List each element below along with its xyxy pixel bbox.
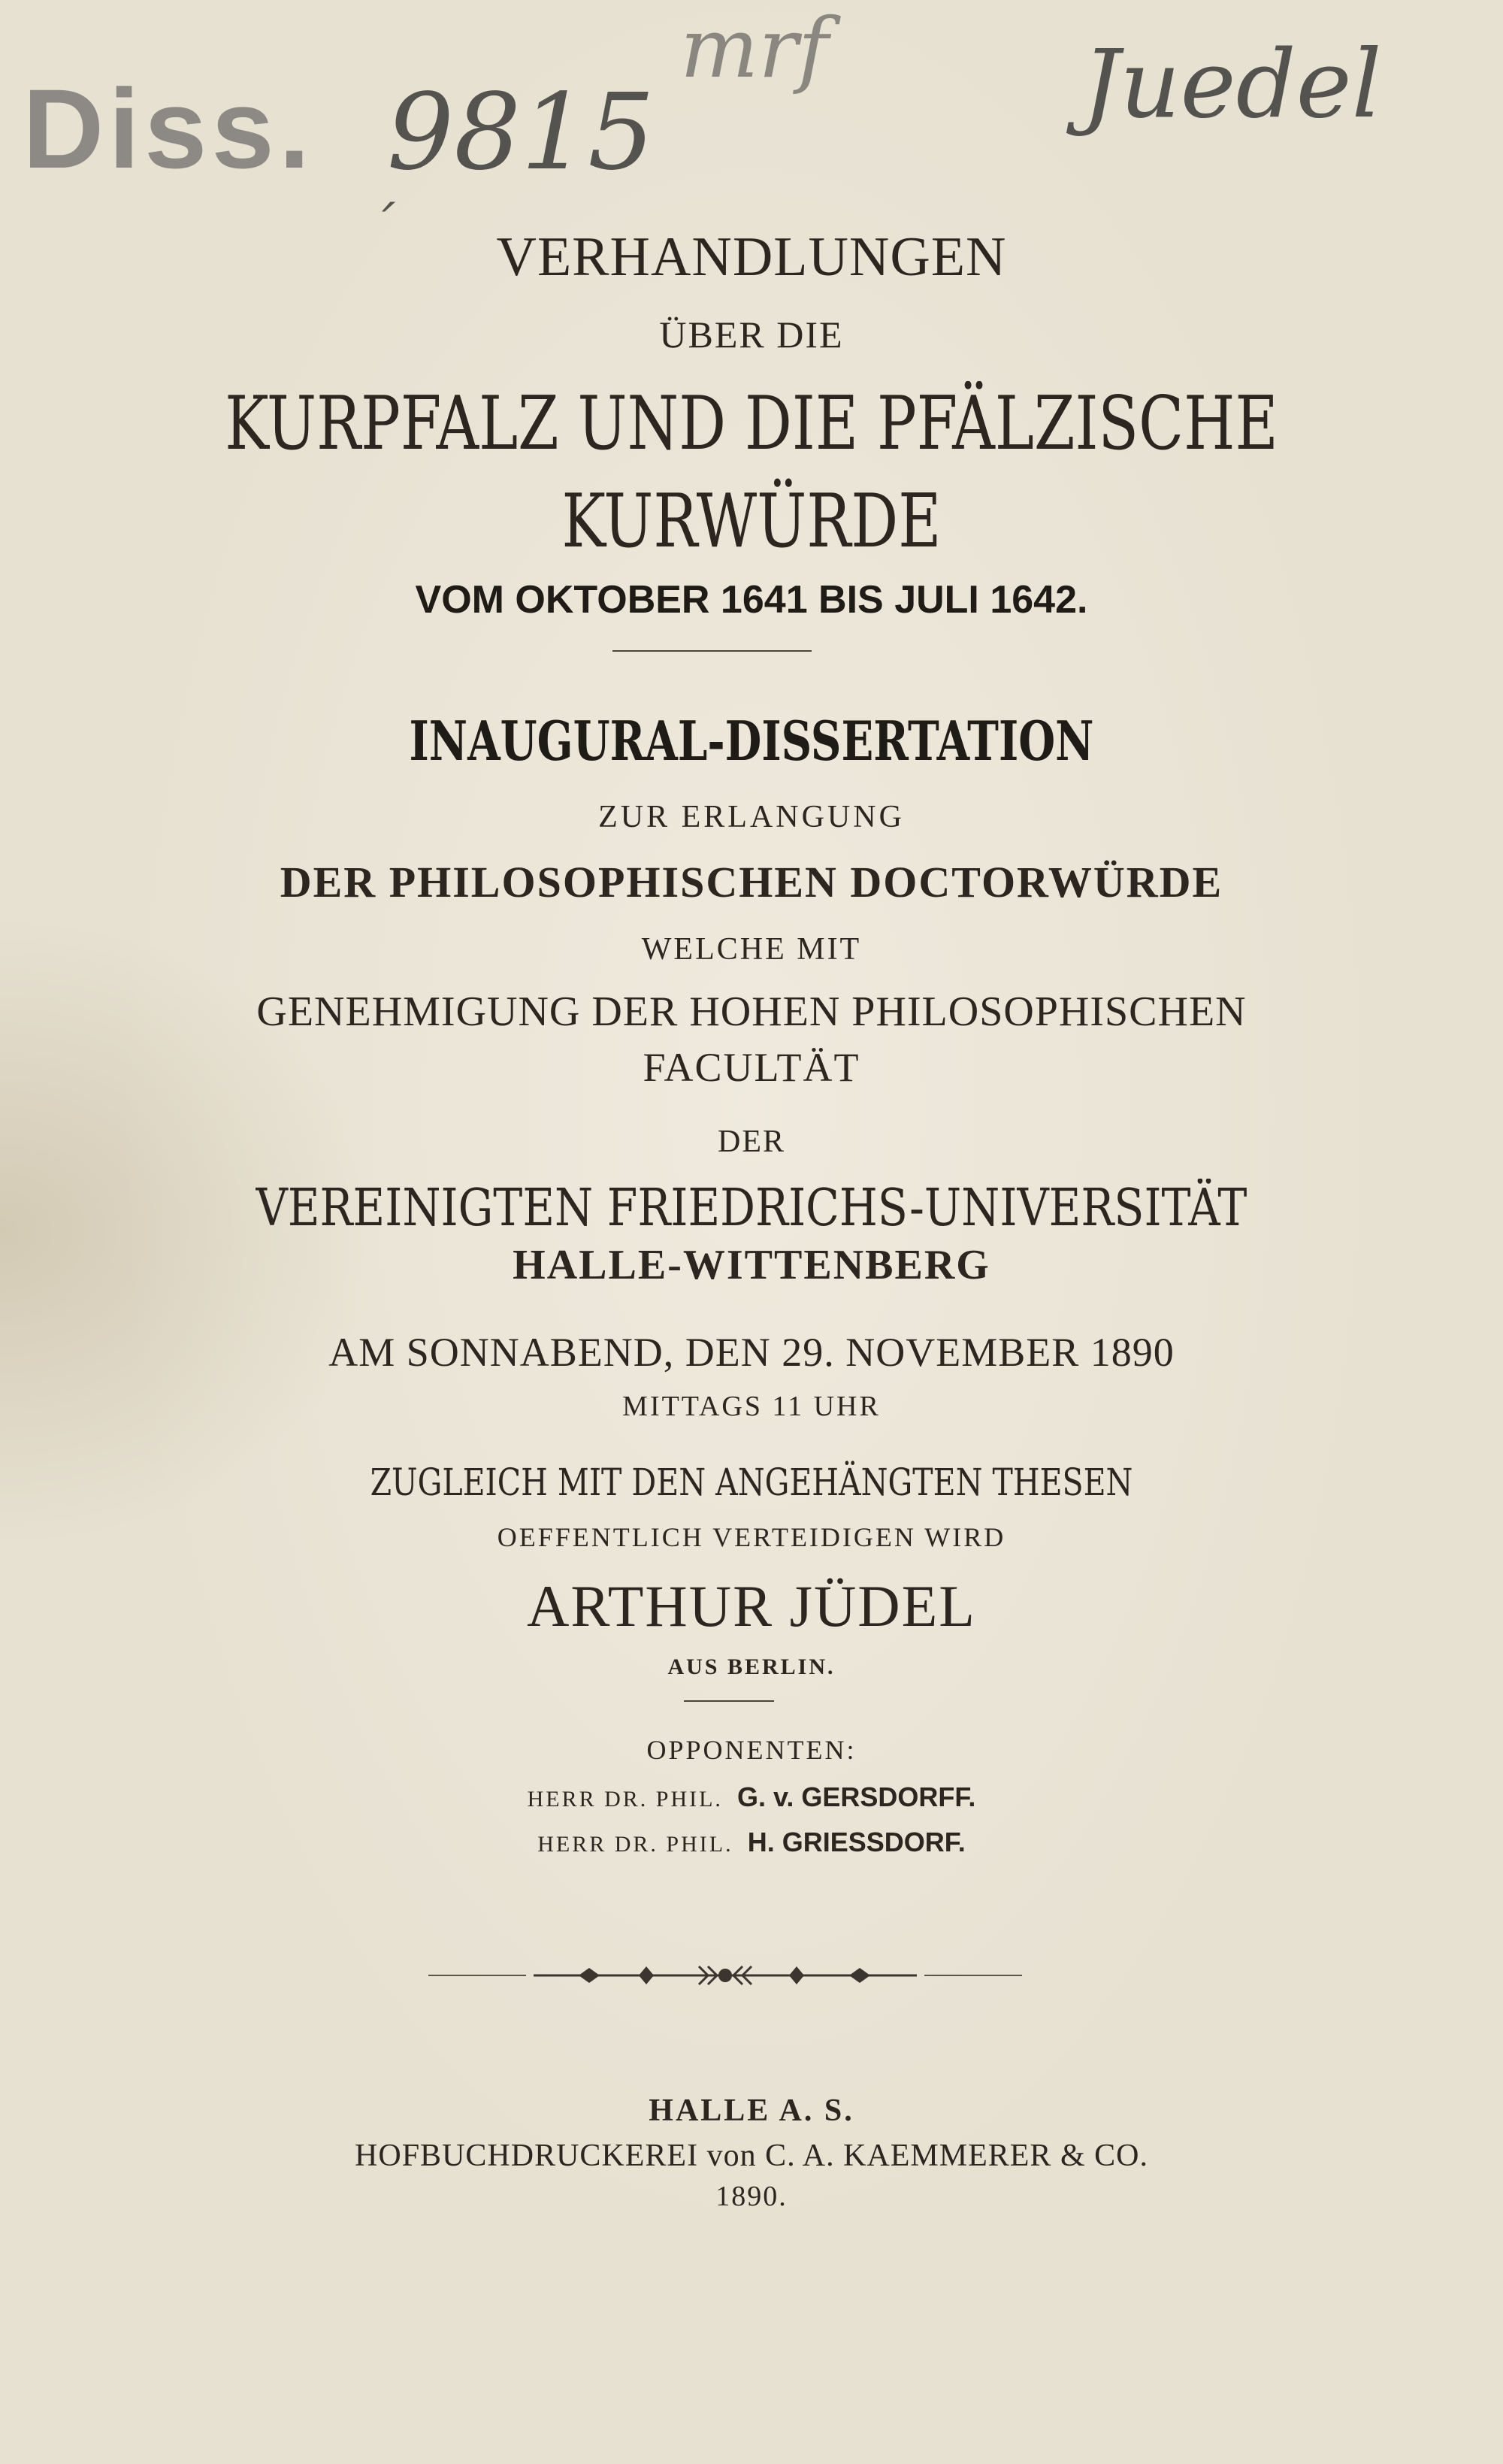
- dissertation-degree: DER PHILOSOPHISCHEN DOCTORWÜRDE: [280, 858, 1223, 907]
- handwritten-note: mrf: [680, 0, 829, 96]
- handwritten-author-name: Juedel: [1082, 30, 1382, 139]
- divider-2: [684, 1700, 774, 1702]
- opponent-2-name: H. GRIESSDORF.: [747, 1827, 966, 1857]
- dissertation-faculty: FACULTÄT: [643, 1045, 860, 1090]
- opponent-1-name: G. v. GERSDORFF.: [737, 1781, 976, 1812]
- dissertation-purpose: ZUR ERLANGUNG: [598, 800, 905, 834]
- dissertation-of-the: DER: [718, 1125, 785, 1159]
- opponent-1-title: HERR DR. PHIL.: [527, 1787, 723, 1812]
- title-line-2: ÜBER DIE: [659, 313, 844, 356]
- theses-line: ZUGLEICH MIT DEN ANGEHÄNGTEN THESEN: [370, 1461, 1133, 1504]
- title-dates: VOM OKTOBER 1641 BIS JULI 1642.: [415, 578, 1088, 622]
- dissertation-which: WELCHE MIT: [641, 932, 862, 967]
- university-name: VEREINIGTEN FRIEDRICHS-UNIVERSITÄT: [256, 1179, 1247, 1238]
- imprint-year: 1890.: [715, 2181, 788, 2212]
- university-city: HALLE-WITTENBERG: [513, 1242, 990, 1288]
- handwritten-shelfmark: 9815: [387, 71, 655, 194]
- title-line-1: VERHANDLUNGEN: [496, 226, 1007, 288]
- defense-date: AM SONNABEND, DEN 29. NOVEMBER 1890: [328, 1330, 1175, 1375]
- imprint-place: HALLE A. S.: [649, 2093, 854, 2128]
- divider-1: [612, 650, 812, 652]
- opponent-1: [0, 1781, 1503, 1812]
- title-line-4: KURWÜRDE: [561, 479, 942, 565]
- title-line-3: KURPFALZ UND DIE PFÄLZISCHE: [225, 381, 1278, 467]
- defend-line: OEFFENTLICH VERTEIDIGEN WIRD: [497, 1522, 1006, 1552]
- opponents-heading: OPPONENTEN:: [646, 1735, 857, 1765]
- author-name: ARTHUR JÜDEL: [527, 1573, 976, 1639]
- opponent-2-title: HERR DR. PHIL.: [537, 1832, 733, 1857]
- dissertation-heading: INAUGURAL-DISSERTATION: [409, 709, 1094, 773]
- imprint-printer: HOFBUCHDRUCKEREI von C. A. KAEMMERER & CO.: [355, 2139, 1148, 2173]
- library-stamp: Diss.: [23, 65, 315, 192]
- ornament-divider: [428, 1960, 1022, 1990]
- defense-time: MITTAGS 11 UHR: [622, 1391, 881, 1422]
- handwritten-mark: ´: [368, 195, 395, 257]
- author-origin: AUS BERLIN.: [667, 1654, 836, 1679]
- dissertation-approval: GENEHMIGUNG DER HOHEN PHILOSOPHISCHEN: [256, 988, 1247, 1035]
- opponent-2: [0, 1829, 1503, 1856]
